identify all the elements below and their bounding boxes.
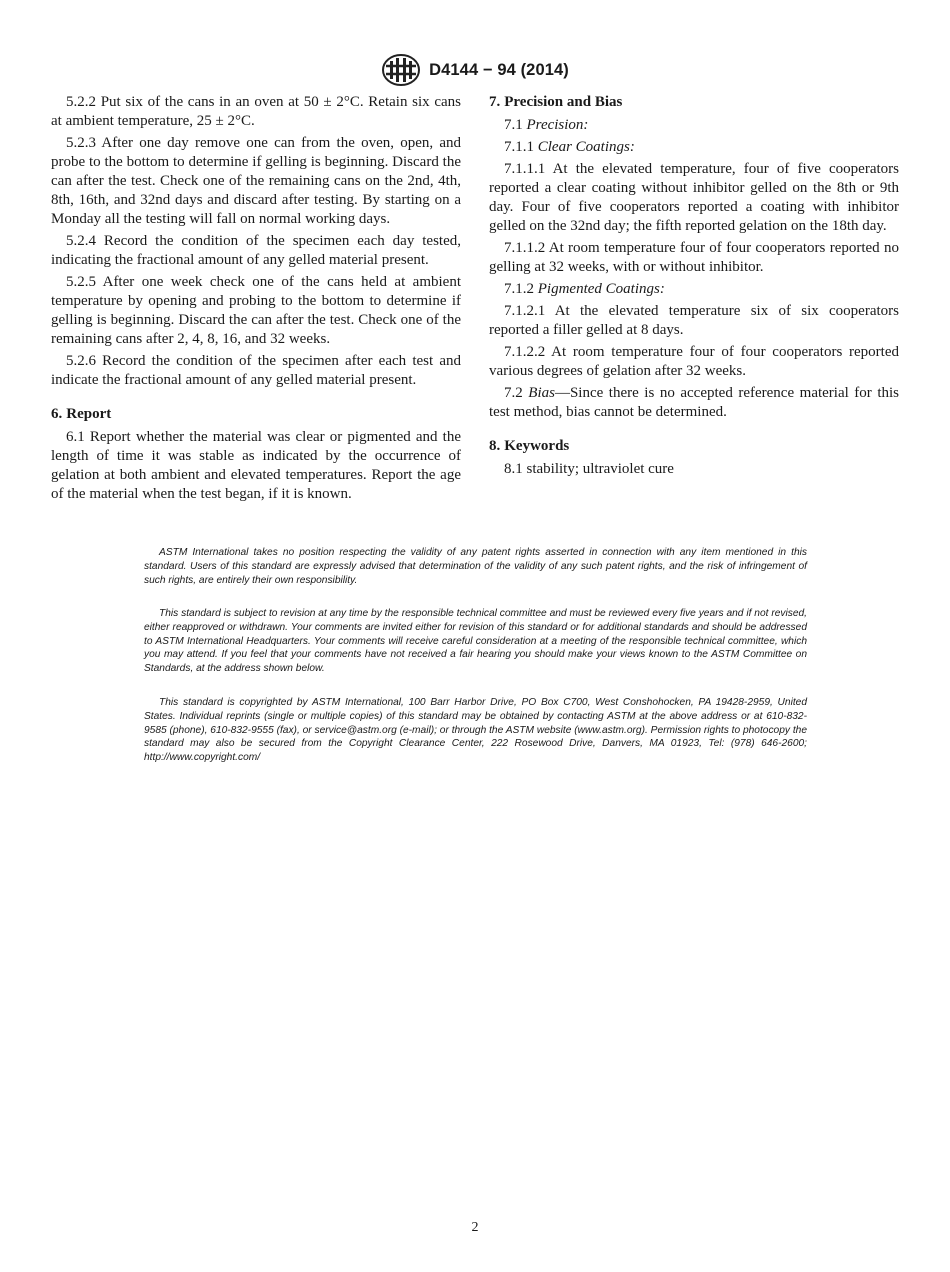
page-header — [0, 52, 950, 88]
copyright-notice: This standard is copyrighted by ASTM International, 100 Barr Harbor Drive, PO Box C700, West Conshohocken, PA 19428-2959, United States. Individual reprints (single or multiple copies) of this standard may be obtained by contacting ASTM at the above address or at 610-832-9585 (phone), 610-832-9555 (fax), or service@astm.org (e-mail); or through the ASTM website (www.astm.org). Permission rights to photocopy the standard may also be secured from the Copyright Clearance Center, 222 Rosewood Drive, Danvers, MA 01923, Tel: (978) 646-2600; http://www.copyright.com/ — [144, 697, 807, 764]
paragraph-7-1: 7.1 Precision: — [504, 117, 589, 133]
page-number: 2 — [471, 1220, 479, 1235]
section-8-heading: 8. Keywords — [489, 438, 570, 454]
paragraph-7-1-2-1: 7.1.2.1 At the elevated temperature six of six cooperators reported a filler gelled at 8 days. — [489, 303, 899, 338]
paragraph-6-1: 6.1 Report whether the material was clear or pigmented and the length of time it was stable as indicated by the occurrence of gelation at both ambient and elevated temperatures. Report the age of the material when the test began, if it is known. — [51, 429, 461, 502]
paragraph-5-2-2: 5.2.2 Put six of the cans in an oven at 50 ± 2°C. Retain six cans at ambient temperature, 25 ± 2°C. — [51, 94, 461, 129]
right-column — [489, 93, 899, 482]
paragraph-5-2-5: 5.2.5 After one week check one of the cans held at ambient temperature by opening and probing to the bottom to determine if gelling is beginning. Discard the can after the test. Check one of the remaining cans after 2, 4, 8, 16, and 32 weeks. — [51, 274, 461, 347]
paragraph-5-2-6: 5.2.6 Record the condition of the specimen after each test and indicate the fractional amount of any gelled material present. — [51, 353, 461, 388]
paragraph-5-2-3: 5.2.3 After one day remove one can from the oven, open, and probe to the bottom to determine if gelling is beginning. Discard the can after the test. Check one of the remaining cans on the 2nd, 4th, 8th, 16th, and 32nd days and discard after testing. By starting on a Monday all the testing will fall on normal working days. — [51, 135, 461, 227]
paragraph-7-1-1-2: 7.1.1.2 At room temperature four of four cooperators reported no gelling at 32 weeks, with or without inhibitor. — [489, 240, 899, 275]
revision-notice: This standard is subject to revision at any time by the responsible technical committee and must be reviewed every five years and if not revised, either reapproved or withdrawn. Your comments are invited either for revision of this standard or for additional standards and should be addressed to ASTM International Headquarters. Your comments will receive careful consideration at a meeting of the responsible technical committee, which you may attend. If you feel that your comments have not received a fair hearing you should make your views known to the ASTM Committee on Standards, at the address shown below. — [144, 608, 807, 675]
patent-notice: ASTM International takes no position respecting the validity of any patent rights asserted in connection with any item mentioned in this standard. Users of this standard are expressly advised that determination of the validity of any such patent rights, and the risk of infringement of such rights, are entirely their own responsibility. — [144, 547, 807, 586]
standard-designation: D4144 − 94 (2014) — [429, 60, 569, 79]
paragraph-5-2-4: 5.2.4 Record the condition of the specimen each day tested, indicating the fractional amount of any gelled material present. — [51, 233, 461, 268]
paragraph-7-1-1: 7.1.1 Clear Coatings: — [504, 139, 635, 155]
left-column — [51, 93, 461, 507]
paragraph-7-1-2-2: 7.1.2.2 At room temperature four of four cooperators reported various degrees of gelation after 32 weeks. — [489, 344, 899, 379]
paragraph-7-2: 7.2 Bias—Since there is no accepted reference material for this test method, bias cannot be determined. — [489, 385, 900, 420]
paragraph-7-1-1-1: 7.1.1.1 At the elevated temperature, four of five cooperators reported a clear coating without inhibitor gelled on the 8th or 9th day. Four of five cooperators reported a coating with inhibitor gelled on the 32nd day; the fifth reported gelation on the 18th day. — [489, 161, 899, 234]
paragraph-8-1: 8.1 stability; ultraviolet cure — [504, 461, 674, 477]
section-6-heading: 6. Report — [51, 406, 112, 422]
section-7-heading: 7. Precision and Bias — [489, 94, 623, 110]
paragraph-7-1-2: 7.1.2 Pigmented Coatings: — [504, 281, 665, 297]
astm-logo-icon — [381, 53, 421, 87]
